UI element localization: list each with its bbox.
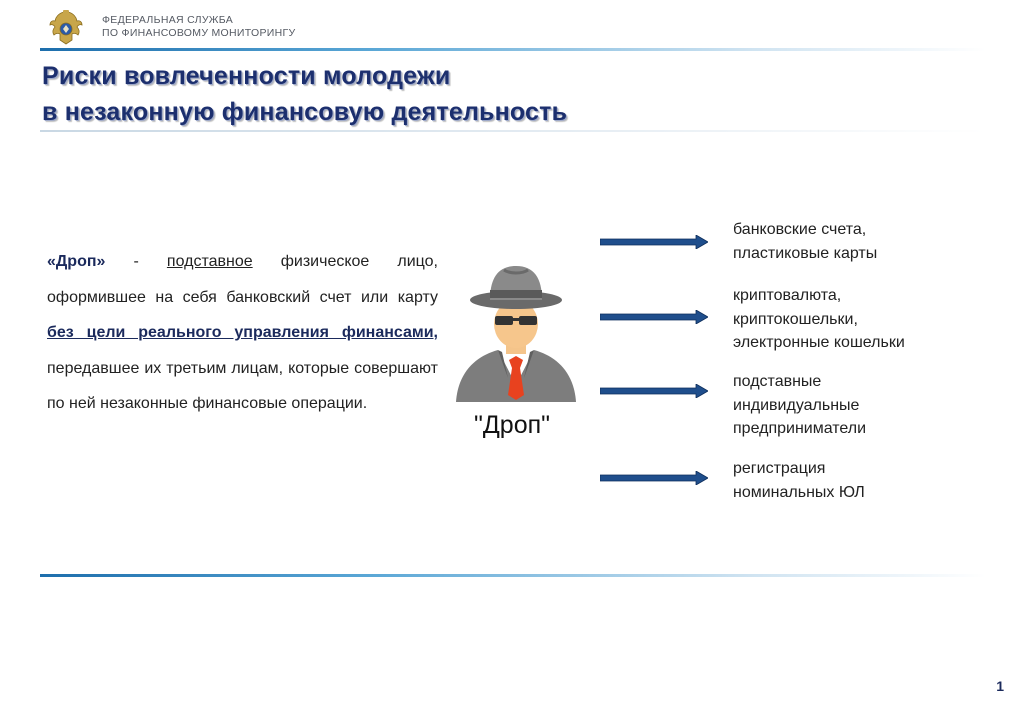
definition-text-part1: физическое лицо, оформившее на себя банковский счет или карту: [47, 253, 438, 306]
definition-text-part2: передавшее их третьим лицам, которые совершают по ней незаконные финансовые операции.: [47, 359, 438, 412]
org-name-line2: ПО ФИНАНСОВОМУ МОНИТОРИНГУ: [102, 27, 296, 39]
title-line1: Риски вовлеченности молодежи: [42, 62, 451, 90]
drop-term: «Дроп»: [47, 253, 106, 270]
category-nominee-legal-entities: [733, 457, 865, 504]
footer-divider: [40, 574, 986, 577]
fiu-emblem-icon: [46, 8, 86, 48]
category-line: подставные: [733, 373, 822, 390]
category-line: пластиковые карты: [733, 244, 878, 262]
slide-title: [42, 58, 567, 130]
underlined-phrase-no-real-management: без цели реального управления финансами,: [47, 324, 438, 341]
header-divider: [40, 48, 986, 51]
underlined-word-substitute: подставное: [166, 253, 253, 270]
drop-definition-paragraph: [47, 244, 438, 422]
category-nominee-entrepreneurs: [733, 370, 866, 441]
arrow-right-icon: [600, 384, 708, 398]
arrow-right-icon: [600, 471, 708, 485]
arrow-right-icon: [600, 310, 708, 324]
title-divider: [40, 130, 986, 132]
drop-figure-label: "Дроп": [473, 411, 551, 439]
definition-separator: -: [105, 253, 167, 270]
category-line: регистрация: [733, 460, 826, 477]
arrow-right-icon: [600, 235, 708, 249]
page-number: 1: [996, 678, 1004, 694]
category-line: банковские счета,: [733, 221, 867, 238]
title-line2: в незаконную финансовую деятельность: [42, 98, 568, 126]
category-line: криптокошельки,: [733, 310, 858, 328]
spy-person-icon: [446, 260, 586, 420]
category-bank-accounts: [733, 218, 877, 265]
category-line: электронные кошельки: [733, 334, 905, 351]
category-line: криптовалюта,: [733, 287, 842, 304]
category-line: предприниматели: [733, 420, 867, 437]
organization-name: [102, 14, 295, 40]
category-line: индивидуальные: [733, 396, 860, 414]
category-crypto: [733, 284, 905, 355]
org-name-line1: ФЕДЕРАЛЬНАЯ СЛУЖБА: [102, 14, 234, 26]
category-line: номинальных ЮЛ: [733, 483, 865, 501]
